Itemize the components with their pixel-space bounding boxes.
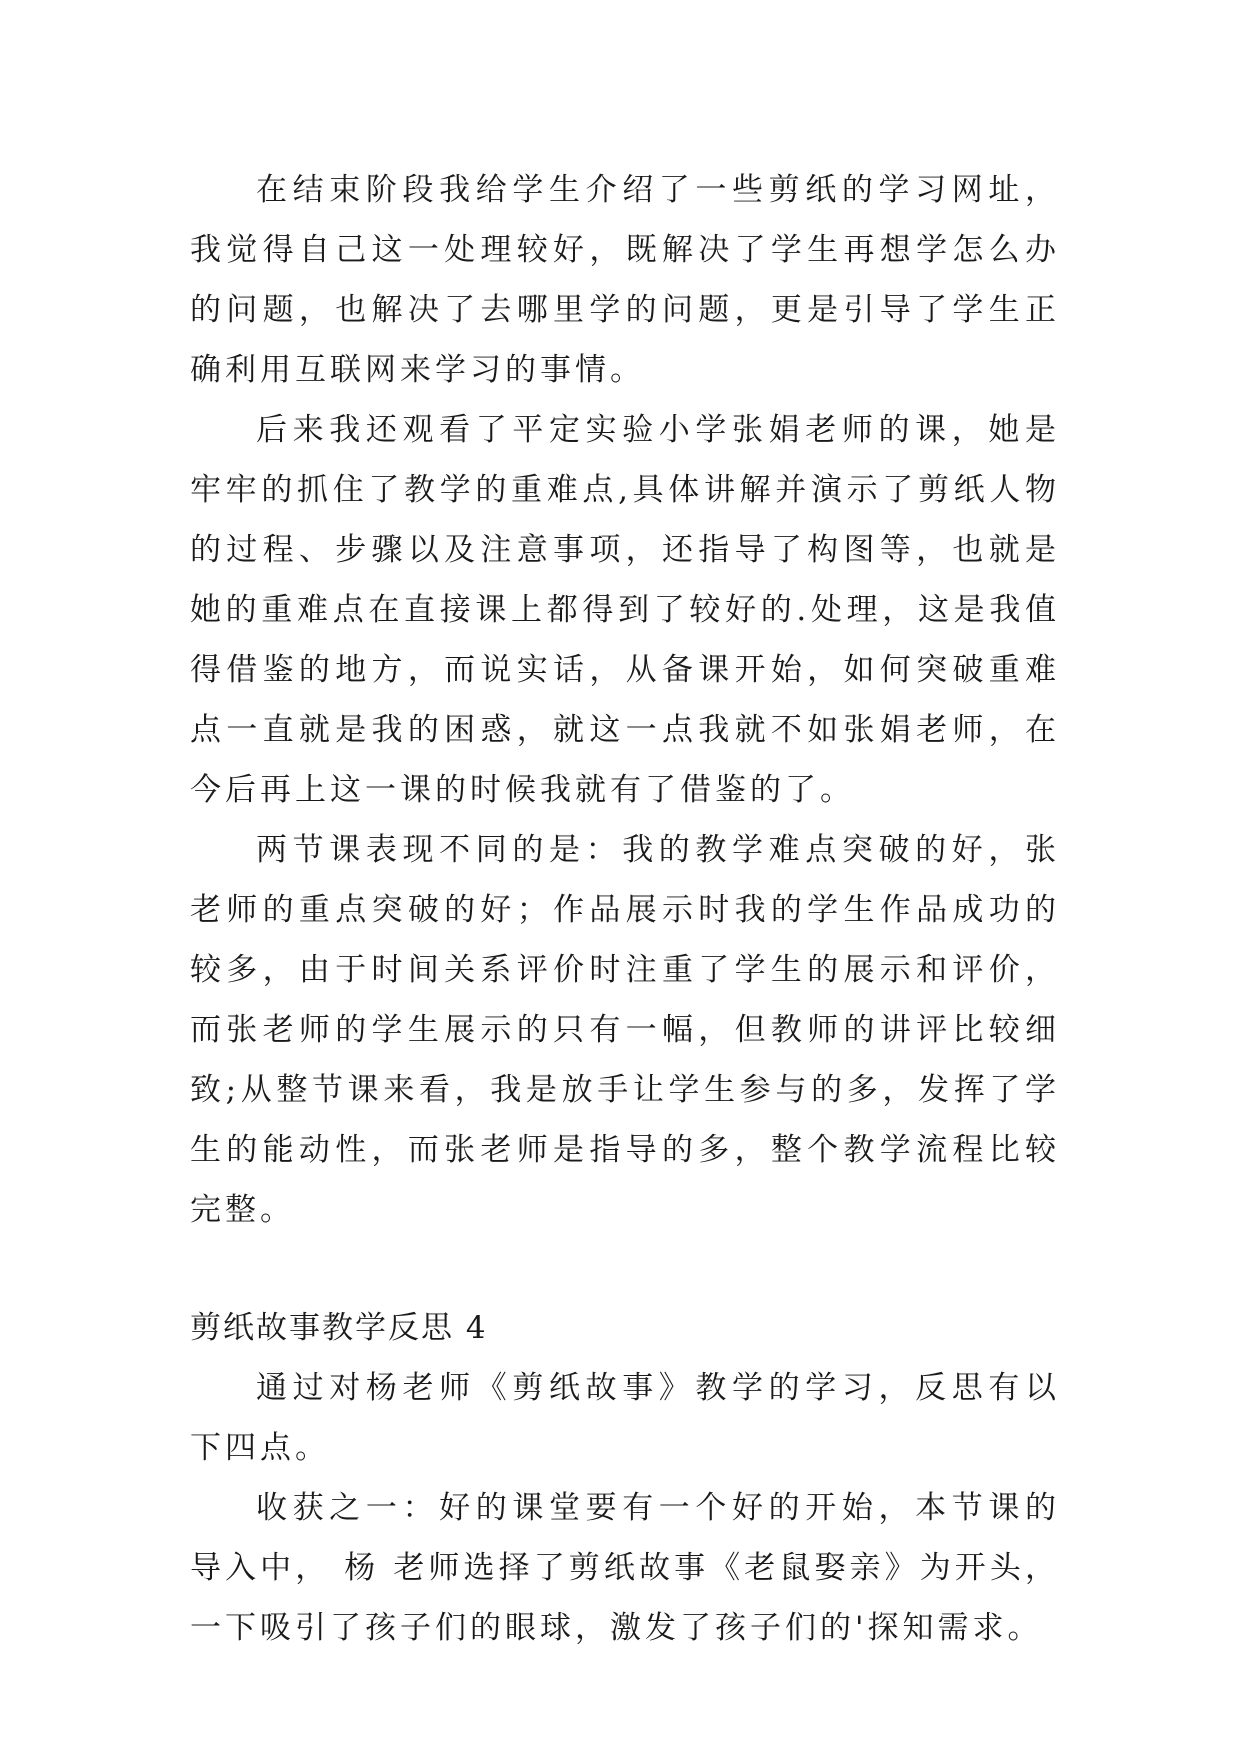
document-body (190, 160, 1060, 1658)
paragraph-gain-one: 收获之一：好的课堂要有一个好的开始，本节课的导入中， 杨 老师选择了剪纸故事《老鼠娶亲》为开头，一下吸引了孩子们的眼球，激发了孩子们的'探知需求。 (190, 1490, 1060, 1646)
section-heading: 剪纸故事教学反思 4 (190, 1310, 488, 1346)
paragraph-reflection-intro: 通过对杨老师《剪纸故事》教学的学习，反思有以下四点。 (190, 1370, 1060, 1466)
paragraph-lesson-comparison: 两节课表现不同的是：我的教学难点突破的好，张老师的重点突破的好；作品展示时我的学生作品成功的较多，由于时间关系评价时注重了学生的展示和评价，而张老师的学生展示的只有一幅，但教师的讲评比较细致;从整节课来看，我是放手让学生参与的多，发挥了学生的能动性，而张老师是指导的多，整个教学流程比较完整。 (190, 832, 1060, 1228)
paragraph-zhang-lesson: 后来我还观看了平定实验小学张娟老师的课，她是牢牢的抓住了教学的重难点,具体讲解并演示了剪纸人物的过程、步骤以及注意事项，还指导了构图等，也就是她的重难点在直接课上都得到了较好的.处理，这是我值得借鉴的地方，而说实话，从备课开始，如何突破重难点一直就是我的困惑，就这一点我就不如张娟老师，在今后再上这一课的时候我就有了借鉴的了。 (190, 412, 1060, 808)
paragraph-website-resources: 在结束阶段我给学生介绍了一些剪纸的学习网址，我觉得自己这一处理较好，既解决了学生再想学怎么办的问题，也解决了去哪里学的问题，更是引导了学生正确利用互联网来学习的事情。 (190, 172, 1060, 388)
